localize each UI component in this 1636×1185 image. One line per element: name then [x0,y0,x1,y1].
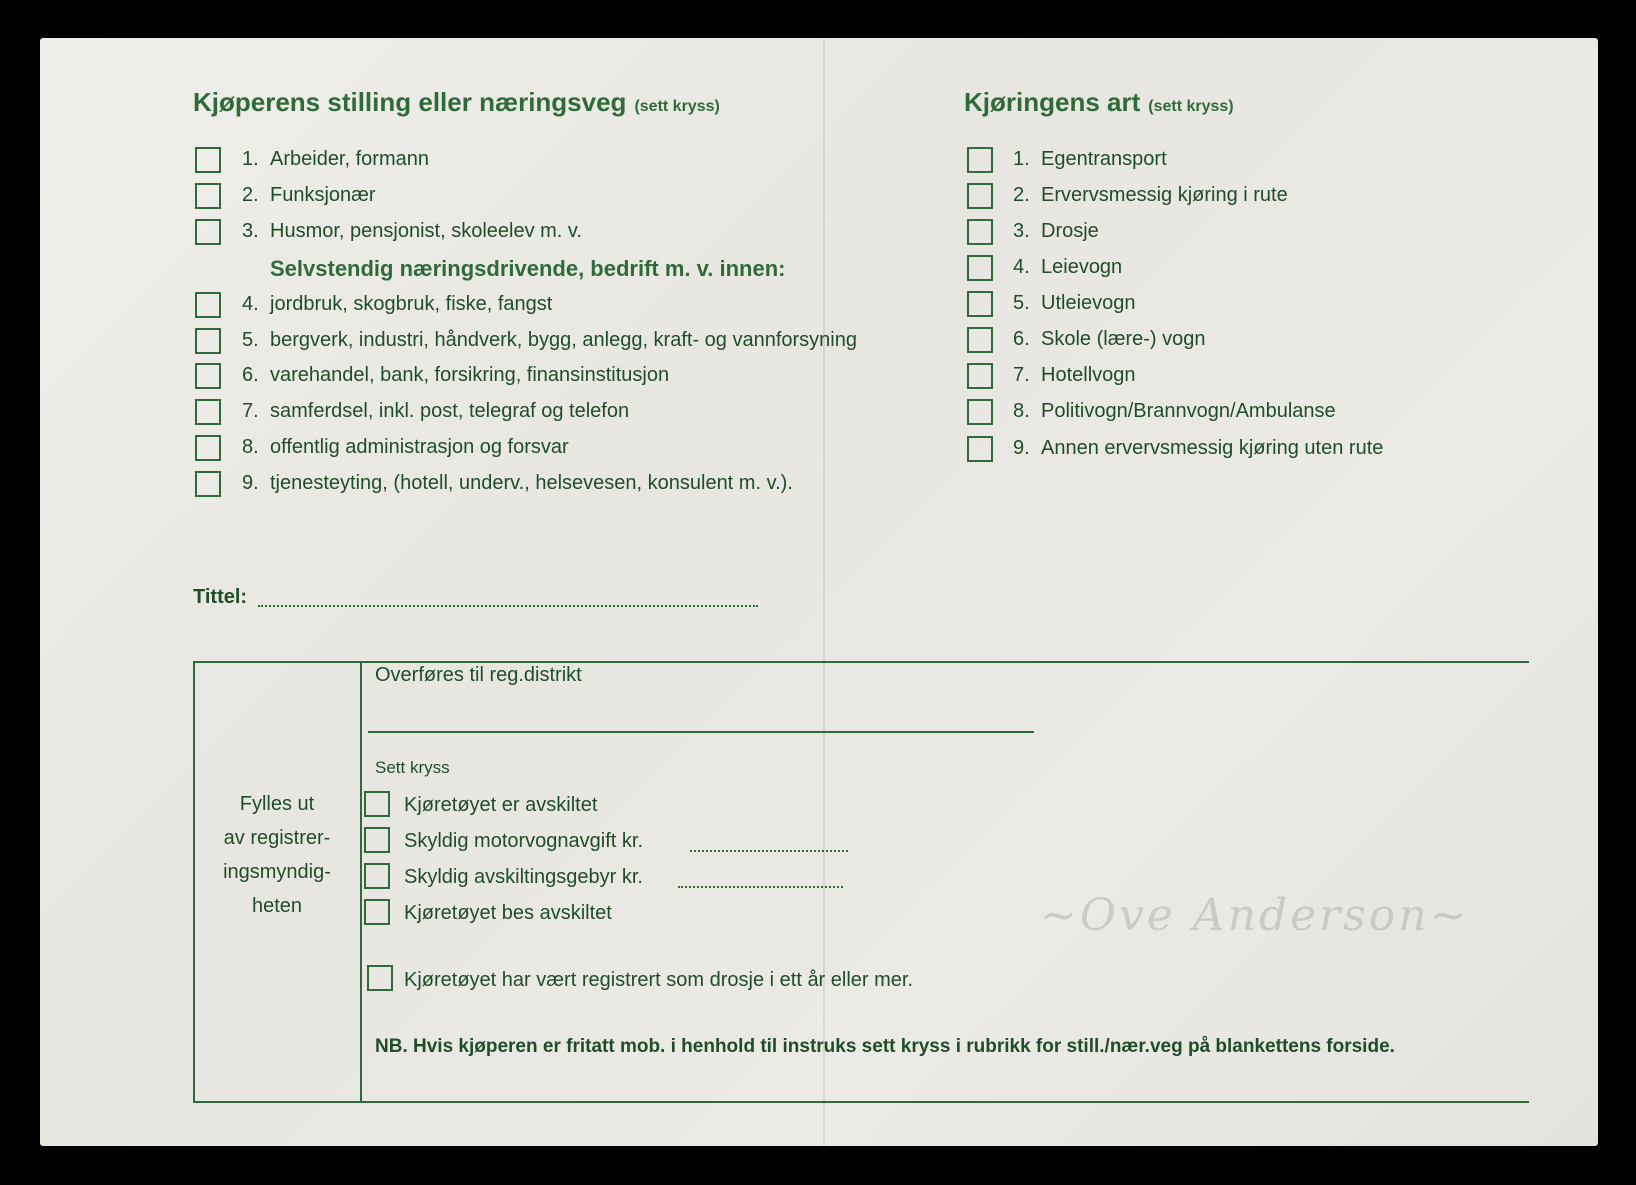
occupation-checkbox-2[interactable] [195,183,221,209]
check-heading: Sett kryss [375,758,450,777]
occupation-option-7: 7. samferdsel, inkl. post, telegraf og telefon [242,400,630,422]
authority-box-bottom-border [193,1101,1529,1103]
occupation-option-9: 9. tjenesteyting, (hotell, underv., helsevesen, konsulent m. v.). [242,472,793,494]
driving-checkbox-9[interactable] [967,436,993,462]
occupation-checkbox-8[interactable] [195,435,221,461]
self-employed-subheading: Selvstendig næringsdrivende, bedrift m. v. innen: [270,256,786,281]
occupation-option-3: 3. Husmor, pensjonist, skoleelev m. v. [242,220,582,242]
driving-option-7: 7. Hotellvogn [1013,364,1136,386]
buyer-occupation-title: Kjøperens stilling eller næringsveg [193,87,627,117]
authority-checkbox-3[interactable] [364,863,390,889]
driving-type-title: Kjøringens art [964,87,1141,117]
authority-checkbox-4[interactable] [364,899,390,925]
occupation-option-8: 8. offentlig administrasjon og forsvar [242,436,569,458]
authority-box-divider [360,661,362,1103]
driving-checkbox-4[interactable] [967,255,993,281]
title-field-input[interactable] [258,605,758,607]
nb-note: NB. Hvis kjøperen er fritatt mob. i henhold til instruks sett kryss i rubrikk for still./nær.veg på blankettens forside. [375,1036,1395,1057]
driving-checkbox-6[interactable] [967,327,993,353]
transfer-district-input[interactable] [368,731,1034,733]
vehicle-fee-amount-input[interactable] [690,850,848,852]
authority-box-left-border [193,661,195,1103]
occupation-option-4: 4. jordbruk, skogbruk, fiske, fangst [242,293,553,315]
plate-fee-amount-input[interactable] [678,886,843,888]
taxi-option: Kjøretøyet har vært registrert som drosje i ett år eller mer. [404,969,914,991]
authority-option-2: Skyldig motorvognavgift kr. [404,830,643,852]
buyer-occupation-note: (sett kryss) [634,98,720,115]
title-field-label: Tittel: [193,586,248,608]
driving-option-6: 6. Skole (lære-) vogn [1013,328,1206,350]
driving-type-heading [964,87,1234,118]
occupation-checkbox-1[interactable] [195,147,221,173]
occupation-option-1: 1. Arbeider, formann [242,148,429,170]
driving-option-8: 8. Politivogn/Brannvogn/Ambulanse [1013,400,1336,422]
buyer-occupation-heading [193,87,720,118]
driving-checkbox-1[interactable] [967,147,993,173]
driving-checkbox-7[interactable] [967,363,993,389]
driving-checkbox-8[interactable] [967,399,993,425]
driving-option-2: 2. Ervervsmessig kjøring i rute [1013,184,1288,206]
authority-side-label: Fylles ut av registrer- ingsmyndig- heten [223,793,331,917]
faded-signature: ~Ove Anderson~ [1040,890,1470,941]
authority-option-1: Kjøretøyet er avskiltet [404,794,598,816]
authority-checkbox-1[interactable] [364,791,390,817]
occupation-checkbox-6[interactable] [195,363,221,389]
authority-option-3: Skyldig avskiltingsgebyr kr. [404,866,643,888]
driving-option-5: 5. Utleievogn [1013,292,1136,314]
driving-option-3: 3. Drosje [1013,220,1099,242]
authority-checkbox-2[interactable] [364,827,390,853]
driving-type-note: (sett kryss) [1148,98,1234,115]
authority-option-4: Kjøretøyet bes avskiltet [404,902,612,924]
occupation-checkbox-7[interactable] [195,399,221,425]
occupation-option-5: 5. bergverk, industri, håndverk, bygg, anlegg, kraft- og vannforsyning [242,329,857,351]
driving-option-1: 1. Egentransport [1013,148,1167,170]
driving-checkbox-2[interactable] [967,183,993,209]
occupation-checkbox-3[interactable] [195,219,221,245]
occupation-option-2: 2. Funksjonær [242,184,376,206]
driving-option-4: 4. Leievogn [1013,256,1123,278]
driving-option-9: 9. Annen ervervsmessig kjøring uten rute [1013,437,1384,459]
occupation-checkbox-4[interactable] [195,292,221,318]
driving-checkbox-5[interactable] [967,291,993,317]
authority-box-top-border [193,661,1529,663]
occupation-option-6: 6. varehandel, bank, forsikring, finansinstitusjon [242,364,670,386]
driving-checkbox-3[interactable] [967,219,993,245]
taxi-checkbox[interactable] [367,965,393,991]
occupation-checkbox-5[interactable] [195,328,221,354]
occupation-checkbox-9[interactable] [195,471,221,497]
transfer-district-label: Overføres til reg.distrikt [375,664,582,686]
